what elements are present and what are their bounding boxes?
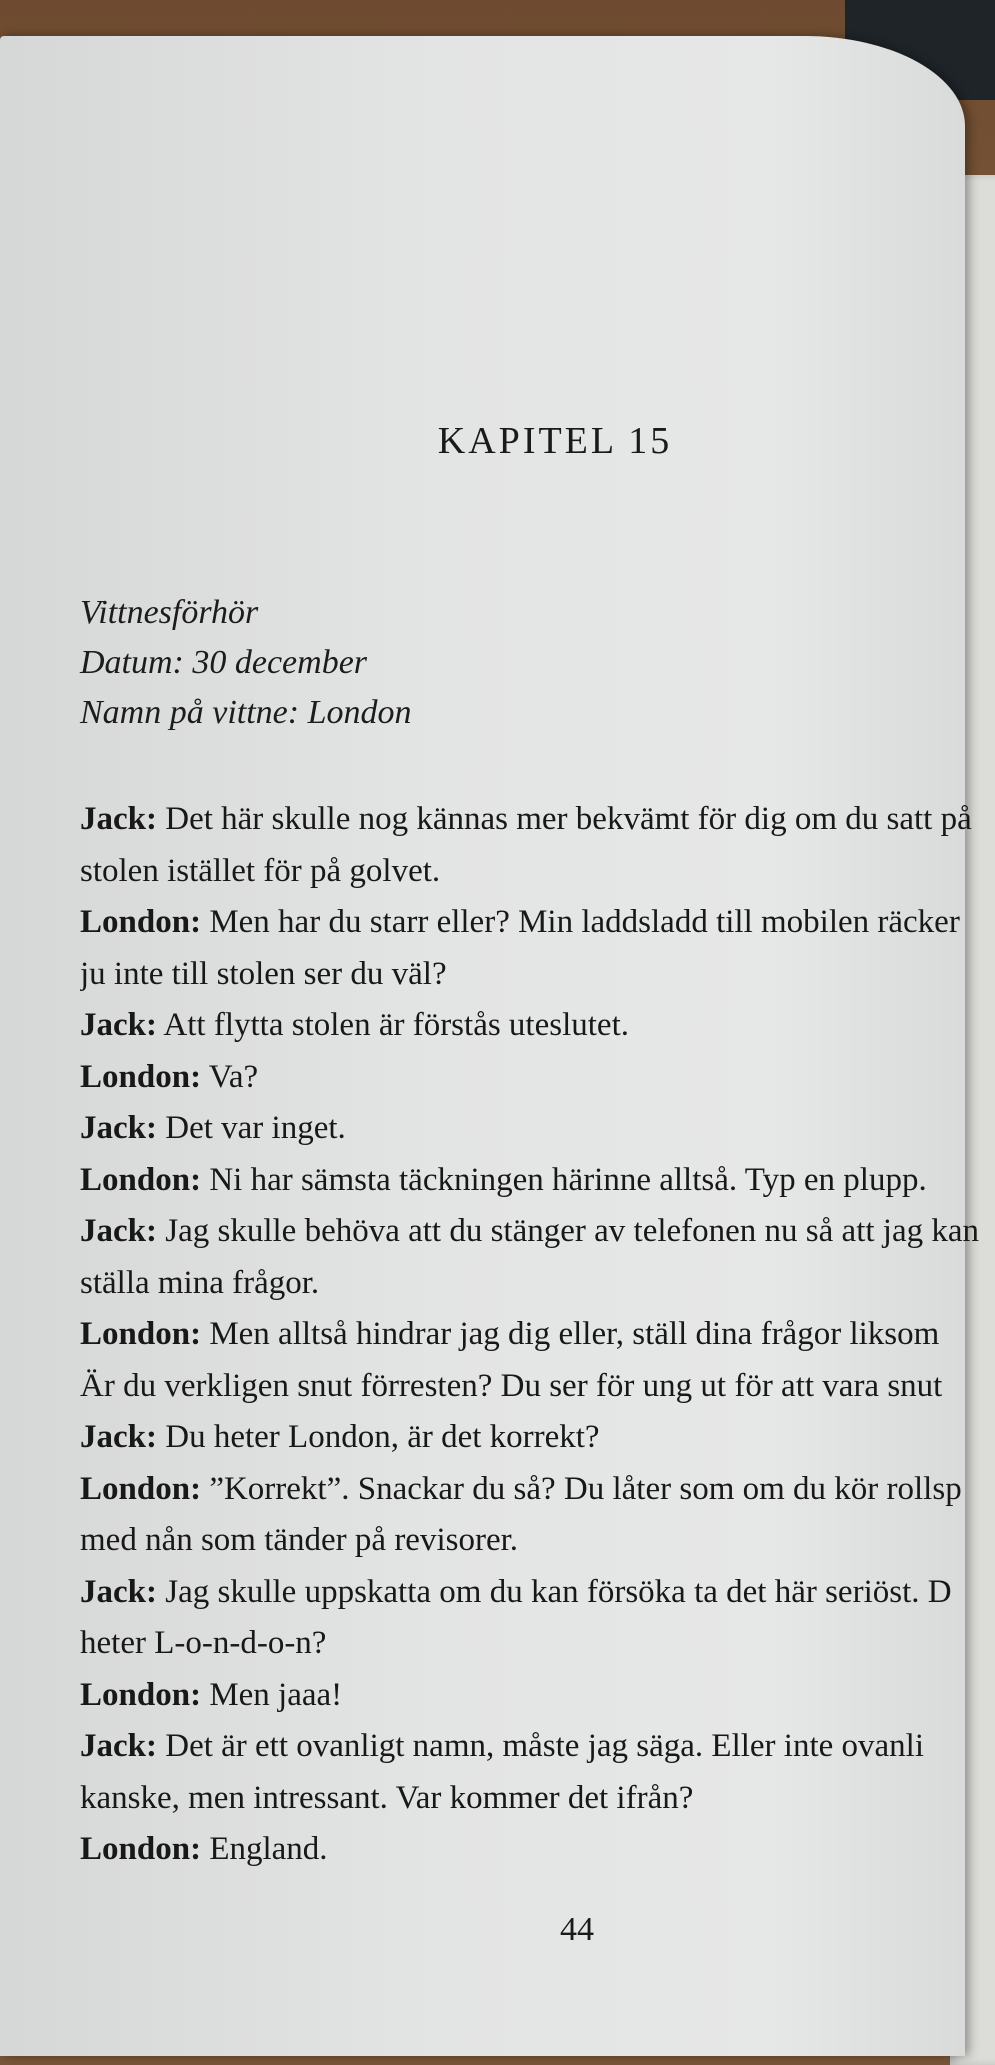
speaker-name: London: [80,1161,202,1198]
spoken-text: med nån som tänder på revisorer. [80,1522,519,1558]
text-line [80,1824,985,1876]
text-line [80,1206,985,1258]
interrogation-header [80,588,411,738]
speaker-name: Jack: [80,801,157,837]
spoken-text: Ni har sämsta täckningen härinne alltså. Typ en plupp. [201,1161,927,1198]
speaker-name: Jack: [80,1213,157,1249]
text-line [80,846,985,898]
spoken-text: Men har du starr eller? Min laddsladd till mobilen räcker [201,904,960,940]
speaker-name: Jack: [80,1728,157,1764]
witness-name: Namn på vittne: London [80,694,412,731]
text-line [80,1258,985,1310]
spoken-text: Du heter London, är det korrekt? [157,1419,600,1455]
book-page [0,36,979,2056]
spoken-text: Jag skulle uppskatta om du kan försöka ta det här seriöst. D [157,1573,952,1610]
page-number: 44 [560,1911,594,1948]
text-line [80,1464,985,1516]
spoken-text: Jag skulle behöva att du stänger av telefonen nu så att jag kan [157,1213,979,1249]
spoken-text: ställa mina frågor. [80,1264,320,1301]
text-line [80,1670,985,1722]
text-line [80,1361,985,1413]
speaker-name: London: [80,1470,202,1507]
text-line [80,897,985,949]
spoken-text: Va? [201,1058,259,1095]
speaker-name: London: [80,1316,202,1352]
text-line [80,1103,985,1155]
text-line [80,1412,985,1464]
record-type: Vittnesförhör [80,594,259,631]
text-line [80,1000,985,1052]
spoken-text: Det är ett ovanligt namn, måste jag säga. Eller inte ovanli [157,1728,925,1764]
spoken-text: England. [201,1831,328,1867]
text-line [80,1618,985,1670]
record-date: Datum: 30 december [80,644,368,681]
speaker-name: Jack: [80,1007,157,1043]
text-line [80,1773,985,1825]
dialogue-text [80,794,985,1876]
spoken-text: Det här skulle nog kännas mer bekvämt för dig om du satt på [157,801,972,837]
text-line [80,1515,985,1567]
speaker-name: Jack: [80,1419,157,1455]
spoken-text: Men jaaa! [201,1676,343,1713]
spoken-text: Det var inget. [157,1110,346,1146]
text-line [80,1155,985,1207]
spoken-text: ju inte till stolen ser du väl? [80,955,447,992]
text-line [80,1721,985,1773]
text-line [80,949,985,1001]
speaker-name: London: [80,904,202,940]
spoken-text: Men alltså hindrar jag dig eller, ställ dina frågor liksom [201,1316,940,1352]
spoken-text: Är du verkligen snut förresten? Du ser för ung ut för att vara snut [80,1367,943,1404]
spoken-text: Att flytta stolen är förstås uteslutet. [157,1007,629,1043]
speaker-name: London: [80,1831,202,1867]
spoken-text: kanske, men intressant. Var kommer det ifrån? [80,1779,694,1816]
text-line [80,1567,985,1619]
speaker-name: London: [80,1058,202,1095]
speaker-name: Jack: [80,1573,157,1610]
spoken-text: stolen istället för på golvet. [80,852,441,889]
text-line [80,794,985,846]
spoken-text: ”Korrekt”. Snackar du så? Du låter som om du kör rollsp [201,1470,962,1507]
text-line [80,1052,985,1104]
spoken-text: heter L-o-n-d-o-n? [80,1625,327,1661]
chapter-title: KAPITEL 15 [437,420,673,462]
speaker-name: London: [80,1676,202,1713]
text-line [80,1309,985,1361]
speaker-name: Jack: [80,1110,157,1146]
